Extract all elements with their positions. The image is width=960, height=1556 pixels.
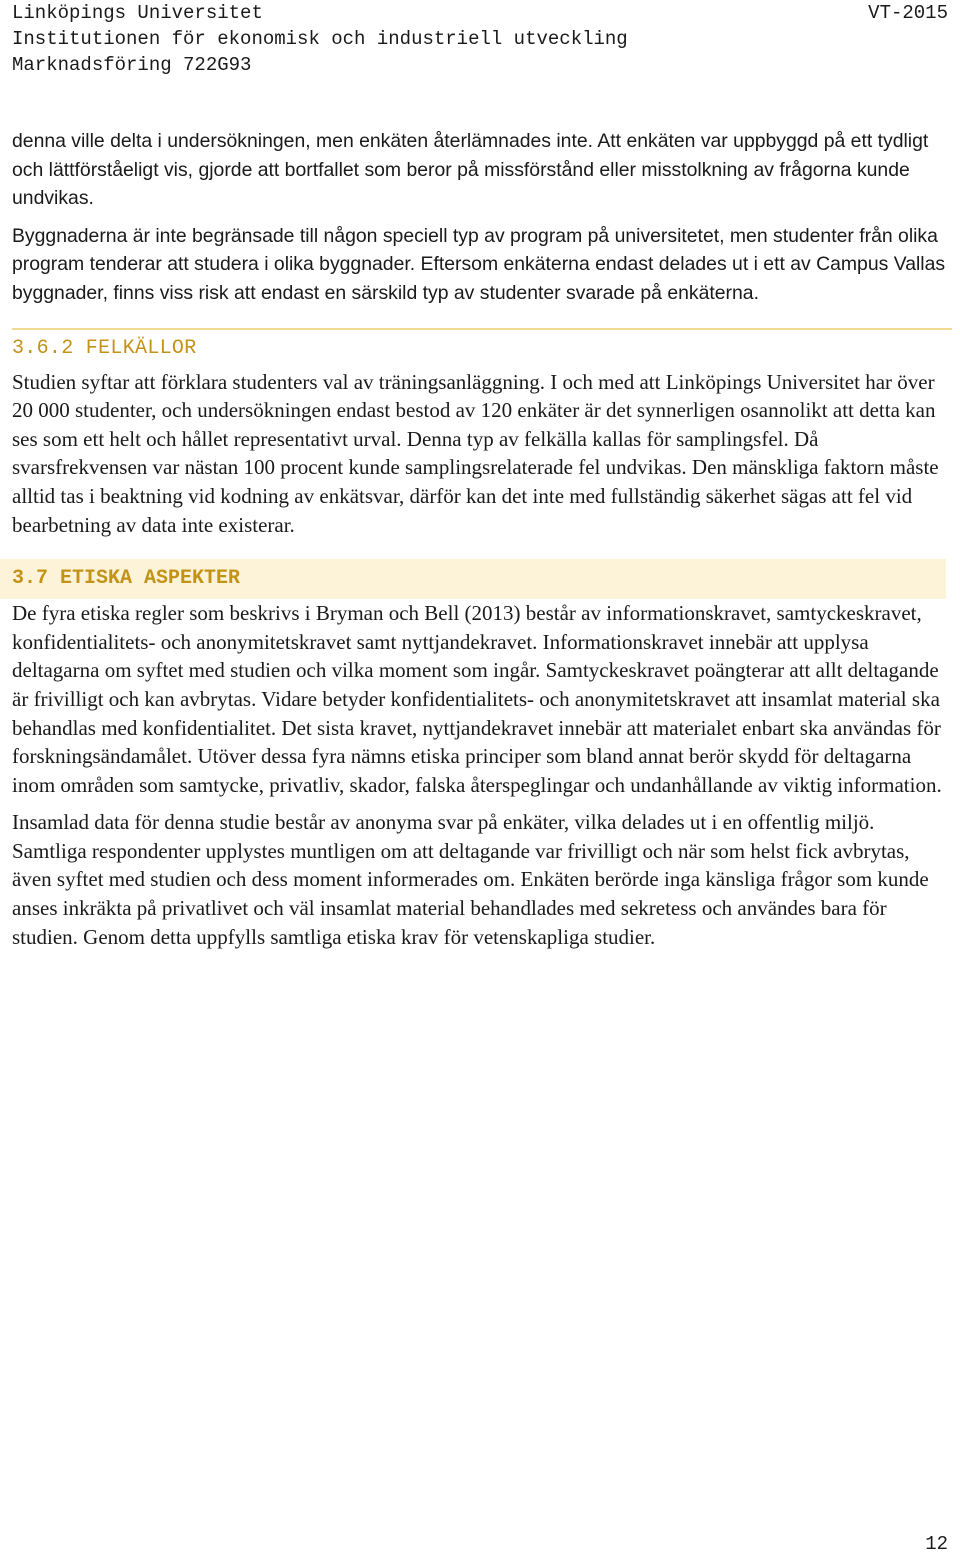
section-heading-felkallor: 3.6.2 FELKÄLLOR [12, 328, 952, 362]
intro-paragraph-1: denna ville delta i undersökningen, men enkäten återlämnades inte. Att enkäten var uppbyggd på ett tydligt och lättförståeligt vis, gjorde att bortfallet som beror på missförstånd eller misstolkning av frågorna kunde undvikas. [12, 130, 929, 210]
felkallor-paragraph: Studien syftar att förklara studenters val av träningsanläggning. I och med att Linköpings Universitet har över 20 000 studenter, och undersökningen endast bestod av 120 enkäter är det synnerligen osannolikt att detta kan ses som ett helt och hållet representativt urval. Denna typ av felkälla kallas för samplingsfel. Då svarsfrekvensen var nästan 100 procent kunde samplingsrelaterade fel undvikas. Den mänskliga faktorn måste alltid tas i beaktning vid kodning av enkätsvar, därför kan det inte med fullständig säkerhet sägas att fel vid bearbetning av data inte existerar. [12, 369, 939, 537]
header-row-top [12, 0, 948, 26]
intro-paragraph-2: Byggnaderna är inte begränsade till någon speciell typ av program på universitetet, men studenter från olika program tenderar att studera i olika byggnader. Eftersom enkäterna endast delades ut i ett av Campus Vallas byggnader, finns viss risk att endast en särskild typ av studenter svarade på enkäterna. [12, 224, 946, 304]
course-name: Marknadsföring 722G93 [12, 54, 252, 76]
page-content [12, 127, 952, 951]
etiska-paragraph-2: Insamlad data för denna studie består av anonyma svar på enkäter, vilka delades ut i en offentlig miljö. Samtliga respondenter upplystes muntligen om att deltagande var frivilligt och när som helst fick avbrytas, även syftet med studien och dess moment informerades om. Enkäten berörde inga känsliga frågor som kunde anses inkräkta på privatlivet och väl insamlat material behandlades med sekretess och användes bara för studien. Genom detta uppfylls samtliga etiska krav för vetenskapliga studier. [12, 810, 929, 949]
term-label: VT-2015 [868, 2, 948, 24]
page-header [12, 0, 948, 78]
section-heading-etiska-aspekter: 3.7 ETISKA ASPEKTER [0, 559, 946, 599]
university-name: Linköpings Universitet [12, 2, 263, 24]
header-row-institution [12, 26, 948, 52]
header-row-course [12, 52, 948, 78]
institution-name: Institutionen för ekonomisk och industriell utveckling [12, 28, 628, 50]
etiska-paragraph-1: De fyra etiska regler som beskrivs i Bryman och Bell (2013) består av informationskravet, samtyckeskravet, konfidentialitets- och anonymitetskravet samt nyttjandekravet. Informationskravet innebär att upplysa deltagarna om syftet med studien och vilka moment som ingår. Samtyckeskravet poängterar att allt deltagande är frivilligt och kan avbrytas. Vidare betyder konfidentialitets- och anonymitetskravet att insamlat material ska behandlas med konfidentialitet. Det sista kravet, nyttjandekravet innebär att materialet enbart ska användas för forskningsändamålet. Utöver dessa fyra nämns etiska principer som bland annat berör skydd för deltagarna inom områden som samtycke, privatliv, skador, falska återspeglingar och undanhållande av viktig information. [12, 601, 942, 797]
page-number: 12 [925, 1533, 948, 1555]
